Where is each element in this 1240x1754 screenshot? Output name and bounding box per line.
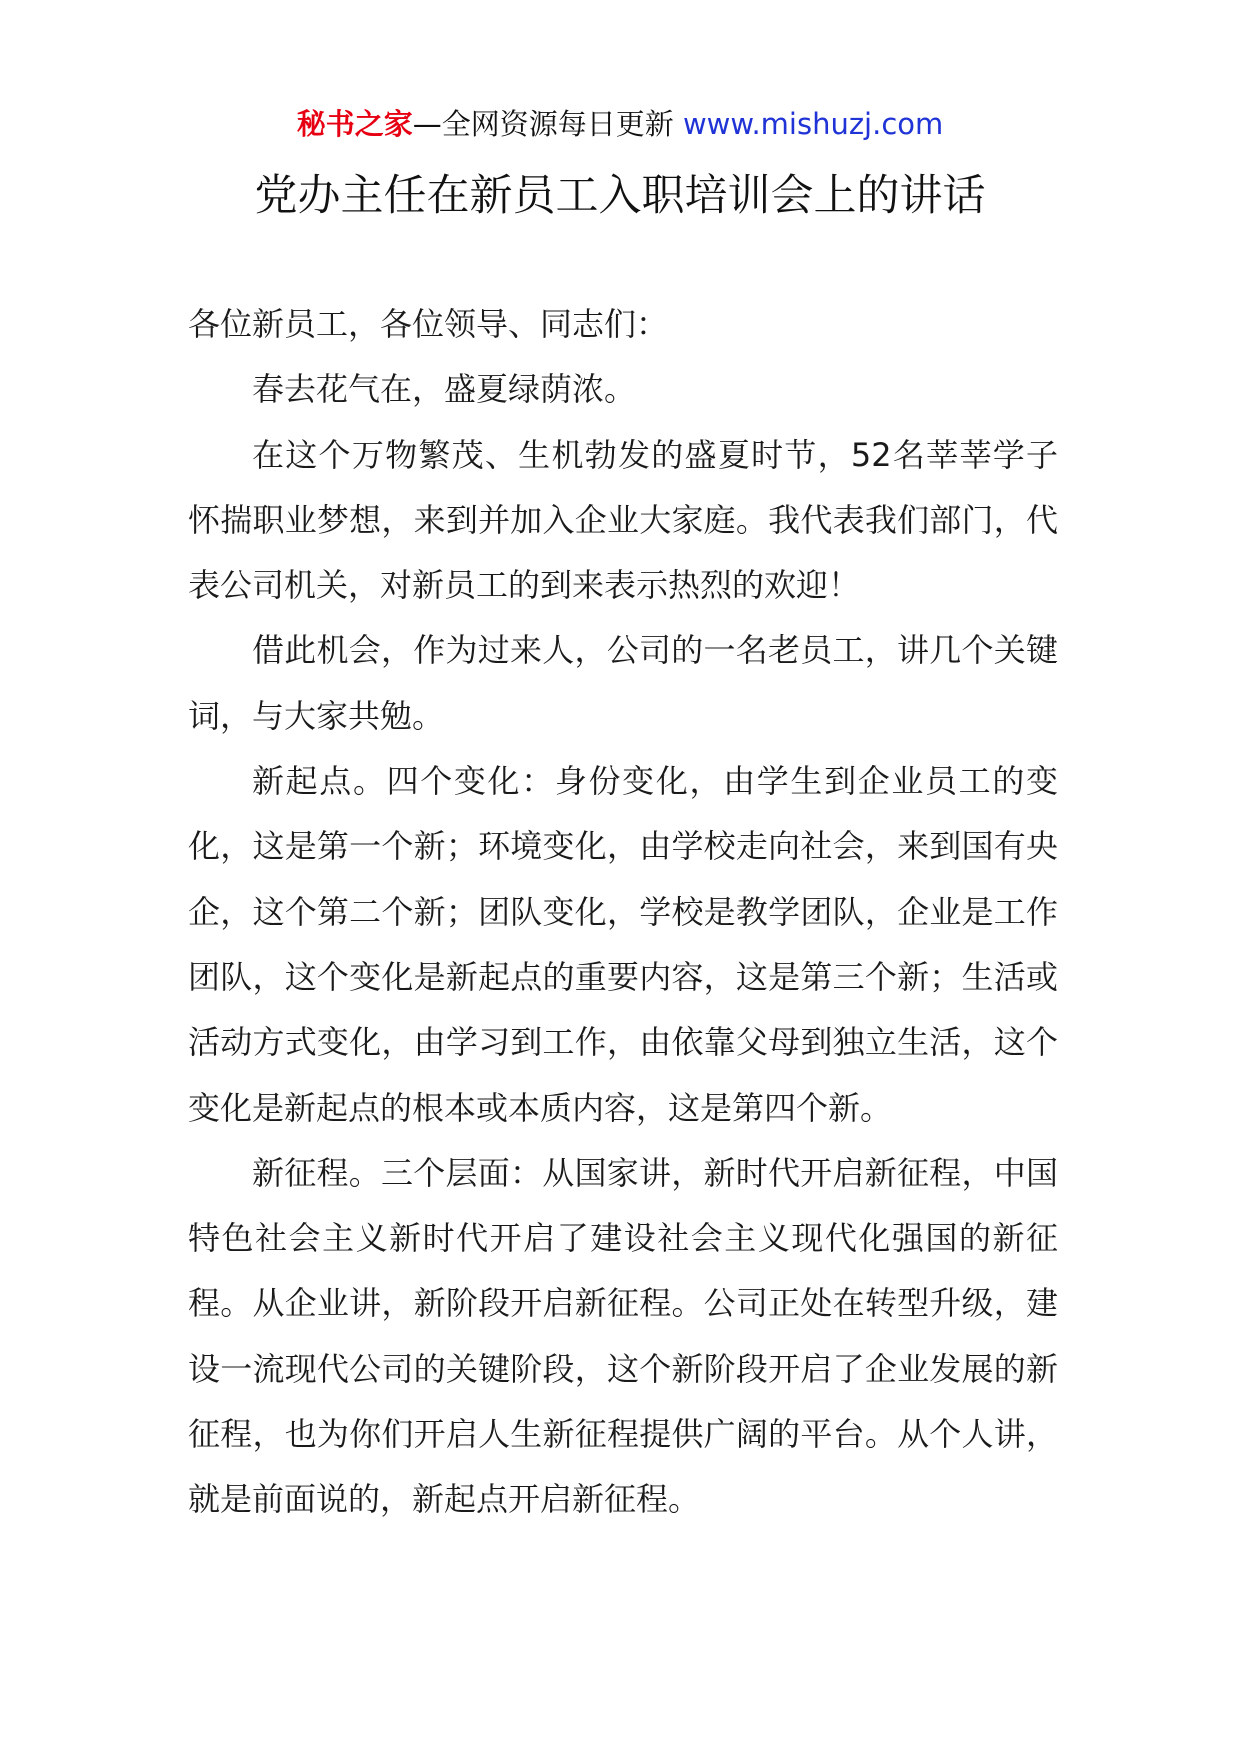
paragraph: 借此机会，作为过来人，公司的一名老员工，讲几个关键词，与大家共勉。: [188, 631, 1058, 735]
site-header: [0, 104, 1240, 144]
brand-name: 秘书之家: [296, 107, 413, 141]
salutation: 各位新员工，各位领导、同志们：: [188, 305, 669, 343]
paragraph: 新起点。四个变化：身份变化，由学生到企业员工的变化，这是第一个新；环境变化，由学校走向社会，来到国有央企，这个第二个新；团队变化，学校是教学团队，企业是工作团队，这个变化是新起点的重要内容，这是第三个新；生活或活动方式变化，由学习到工作，由依靠父母到独立生活，这个变化是新起点的根本或本质内容，这是第四个新。: [188, 762, 1058, 1127]
paragraph: 春去花气在，盛夏绿荫浓。: [252, 370, 637, 409]
paragraph: 新征程。三个层面：从国家讲，新时代开启新征程，中国特色社会主义新时代开启了建设社会主义现代化强国的新征程。从企业讲，新阶段开启新征程。公司正处在转型升级，建设一流现代公司的关键阶段，这个新阶段开启了企业发展的新征程，也为你们开启人生新征程提供广阔的平台。从个人讲，就是前面说的，新起点开启新征程。: [188, 1153, 1058, 1519]
website-link[interactable]: www.mishuzj.com: [682, 107, 944, 141]
paragraph: 在这个万物繁茂、生机勃发的盛夏时节，52名莘莘学子怀揣职业梦想，来到并加入企业大家庭。我代表我们部门，代表公司机关，对新员工的到来表示热烈的欢迎！: [188, 435, 1058, 605]
document-title: 党办主任在新员工入职培训会上的讲话: [254, 171, 986, 221]
document-body: [188, 292, 1058, 1533]
header-tagline: —全网资源每日更新: [412, 107, 683, 141]
